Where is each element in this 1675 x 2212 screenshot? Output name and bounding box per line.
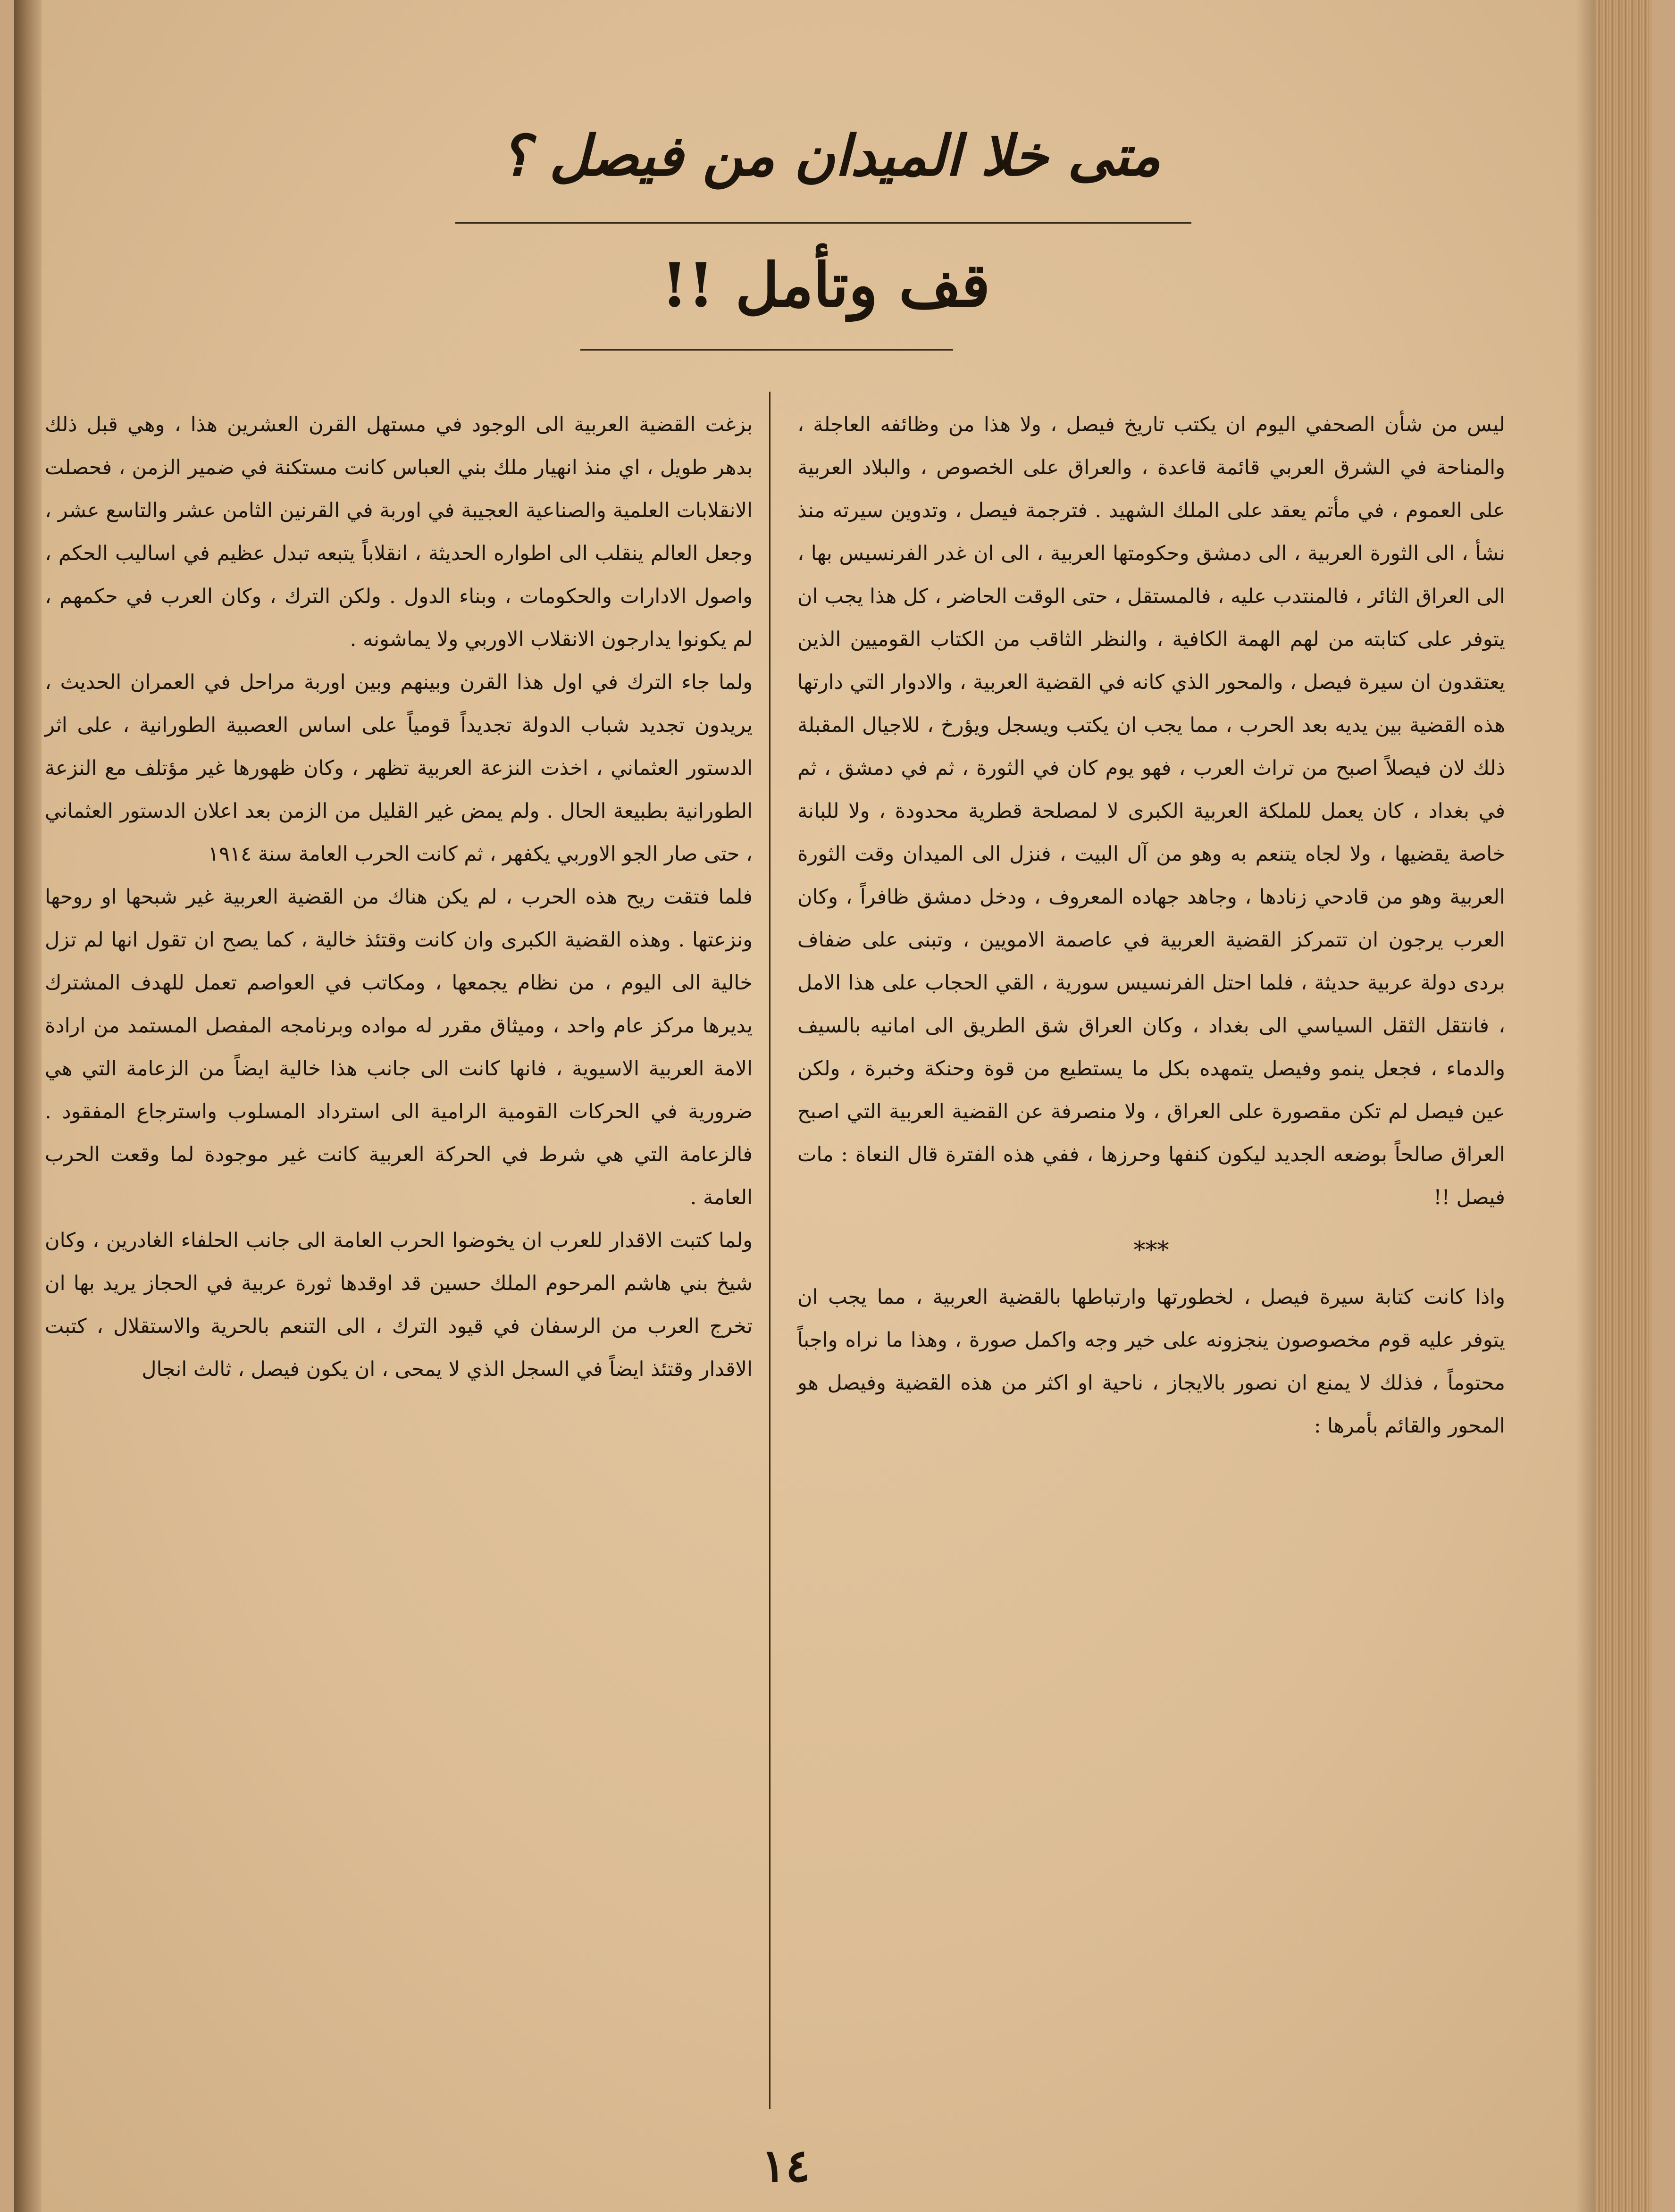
paragraph: واذا كانت كتابة سيرة فيصل ، لخطورتها وارتباطها بالقضية العربية ، مما يجب ان يتوفر عليه قوم مخصوصون ينجزونه على خير وجه واكمل صورة ، وهذا ما نراه واجباً محتوماً ، فذلك لا يمنع ان نصور بالايجاز ، ناحية او اكثر من هذه القضية وفيصل هو المحور والقائم بأمرها :: [797, 1285, 1505, 1438]
title-divider: [455, 222, 1191, 224]
left-column: [45, 403, 753, 1391]
page-number: ١٤: [761, 2139, 810, 2192]
column-divider: [769, 392, 770, 2109]
book-binding-edge: [14, 0, 42, 2212]
article-title: متى خلا الميدان من فيصل ؟: [500, 123, 1161, 188]
right-column: [797, 403, 1505, 1448]
paragraph: بزغت القضية العربية الى الوجود في مستهل القرن العشرين هذا ، وهي قبل ذلك بدهر طويل ، اي منذ انهيار ملك بني العباس كانت مستكنة في ضمير الزمن ، فحصلت الانقلابات العلمية والصناعية العجيبة في اوربة في القرنين الثامن عشر والتاسع عشر ، وجعل العالم ينقلب الى اطواره الحديثة ، انقلاباً يتبعه تبدل عظيم في اساليب الحكم ، واصول الادارات والحكومات ، وبناء الدول . ولكن الترك ، وكان العرب في حكمهم ، لم يكونوا يدارجون الانقلاب الاوربي ولا يماشونه .: [45, 413, 753, 651]
subtitle-divider: [580, 349, 953, 351]
paragraph: ولما كتبت الاقدار للعرب ان يخوضوا الحرب العامة الى جانب الحلفاء الغادرين ، وكان شيخ بني هاشم المرحوم الملك حسين قد اوقدها ثورة عربية في الحجاز يريد بها ان تخرج العرب من الرسفان في قيود الترك ، الى التنعم بالحرية والاستقلال ، كتبت الاقدار وقتئذ ايضاً في السجل الذي لا يمحى ، ان يكون فيصل ، ثالث انجال: [45, 1229, 753, 1381]
paragraph: فلما فتقت ريح هذه الحرب ، لم يكن هناك من القضية العربية غير شبحها او روحها ونزعتها . وهذه القضية الكبرى وان كانت وقتئذ خالية ، كما يصح ان تقول انها لم تزل خالية الى اليوم ، من نظام يجمعها ، ومكاتب في العواصم تعمل للهدف المشترك يديرها مركز عام واحد ، وميثاق مقرر له مواده وبرنامجه المفصل المستمد من ارادة الامة العربية الاسيوية ، فانها كانت الى جانب هذا خالية ايضاً من الزعامة التي هي ضرورية في الحركات القومية الرامية الى استرداد المسلوب واسترجاع المفقود . فالزعامة التي هي شرط في الحركة العربية كانت غير موجودة لما وقعت الحرب العامة .: [45, 885, 753, 1209]
section-separator: ***: [1133, 1236, 1169, 1264]
article-subtitle: قف وتأمل !!: [661, 250, 990, 321]
page-stack-edge: [1595, 0, 1651, 2212]
page-shadow: [1576, 0, 1595, 2212]
document-page: [14, 0, 1651, 2212]
paragraph: ولما جاء الترك في اول هذا القرن وبينهم وبين اوربة مراحل في العمران الحديث ، يريدون تجديد شباب الدولة تجديداً قومياً على اساس العصبية الطورانية ، على اثر الدستور العثماني ، اخذت النزعة العربية تظهر ، وكان ظهورها غير مؤتلف مع النزعة الطورانية بطبيعة الحال . ولم يمض غير القليل من الزمن بعد اعلان الدستور العثماني ، حتى صار الجو الاوربي يكفهر ، ثم كانت الحرب العامة سنة ١٩١٤: [45, 670, 753, 866]
paragraph: ليس من شأن الصحفي اليوم ان يكتب تاريخ فيصل ، ولا هذا من وظائفه العاجلة ، والمناحة في الشرق العربي قائمة قاعدة ، والعراق على الخصوص ، والبلاد العربية على العموم ، في مأتم يعقد على الملك الشهيد . فترجمة فيصل ، وتدوين سيرته منذ نشأ ، الى الثورة العربية ، الى دمشق وحكومتها العربية ، الى ان غدر الفرنسيس بها ، الى العراق الثائر ، فالمنتدب عليه ، فالمستقل ، حتى الوقت الحاضر ، كل هذا يجب ان يتوفر على كتابته من لهم الهمة الكافية ، والنظر الثاقب من الكتاب القوميين الذين يعتقدون ان سيرة فيصل ، والمحور الذي كانه في القضية العربية ، والادوار التي دارتها هذه القضية بين يديه بعد الحرب ، مما يجب ان يكتب ويسجل ويؤرخ ، للاجيال المقبلة ذلك لان فيصلاً اصبح من تراث العرب ، فهو يوم كان في الثورة ، ثم في دمشق ، ثم في بغداد ، كان يعمل للملكة العربية الكبرى لا لمصلحة قطرية محدودة ، ولا للبانة خاصة يقضيها ، ولا لجاه يتنعم به وهو من آل البيت ، فنزل الى الميدان وقت الثورة العربية وهو من قادحي زنادها ، وجاهد جهاده المعروف ، ودخل دمشق ظافراً ، وكان العرب يرجون ان تتمركز القضية العربية في عاصمة الامويين ، وتبنى على ضفاف بردى دولة عربية حديثة ، فلما احتل الفرنسيس سورية ، القي الحجاب على هذا الامل ، فانتقل الثقل السياسي الى بغداد ، وكان العراق شق الطريق الى امانيه بالسيف والدماء ، فجعل ينمو وفيصل يتمهده بكل ما يستطيع من قوة وحنكة وخبرة ، ولكن عين فيصل لم تكن مقصورة على العراق ، ولا منصرفة عن القضية العربية التي اصبح العراق صالحاً بوضعه الجديد ليكون كنفها وحرزها ، ففي هذه الفترة قال النعاة : مات فيصل !!: [797, 413, 1505, 1209]
